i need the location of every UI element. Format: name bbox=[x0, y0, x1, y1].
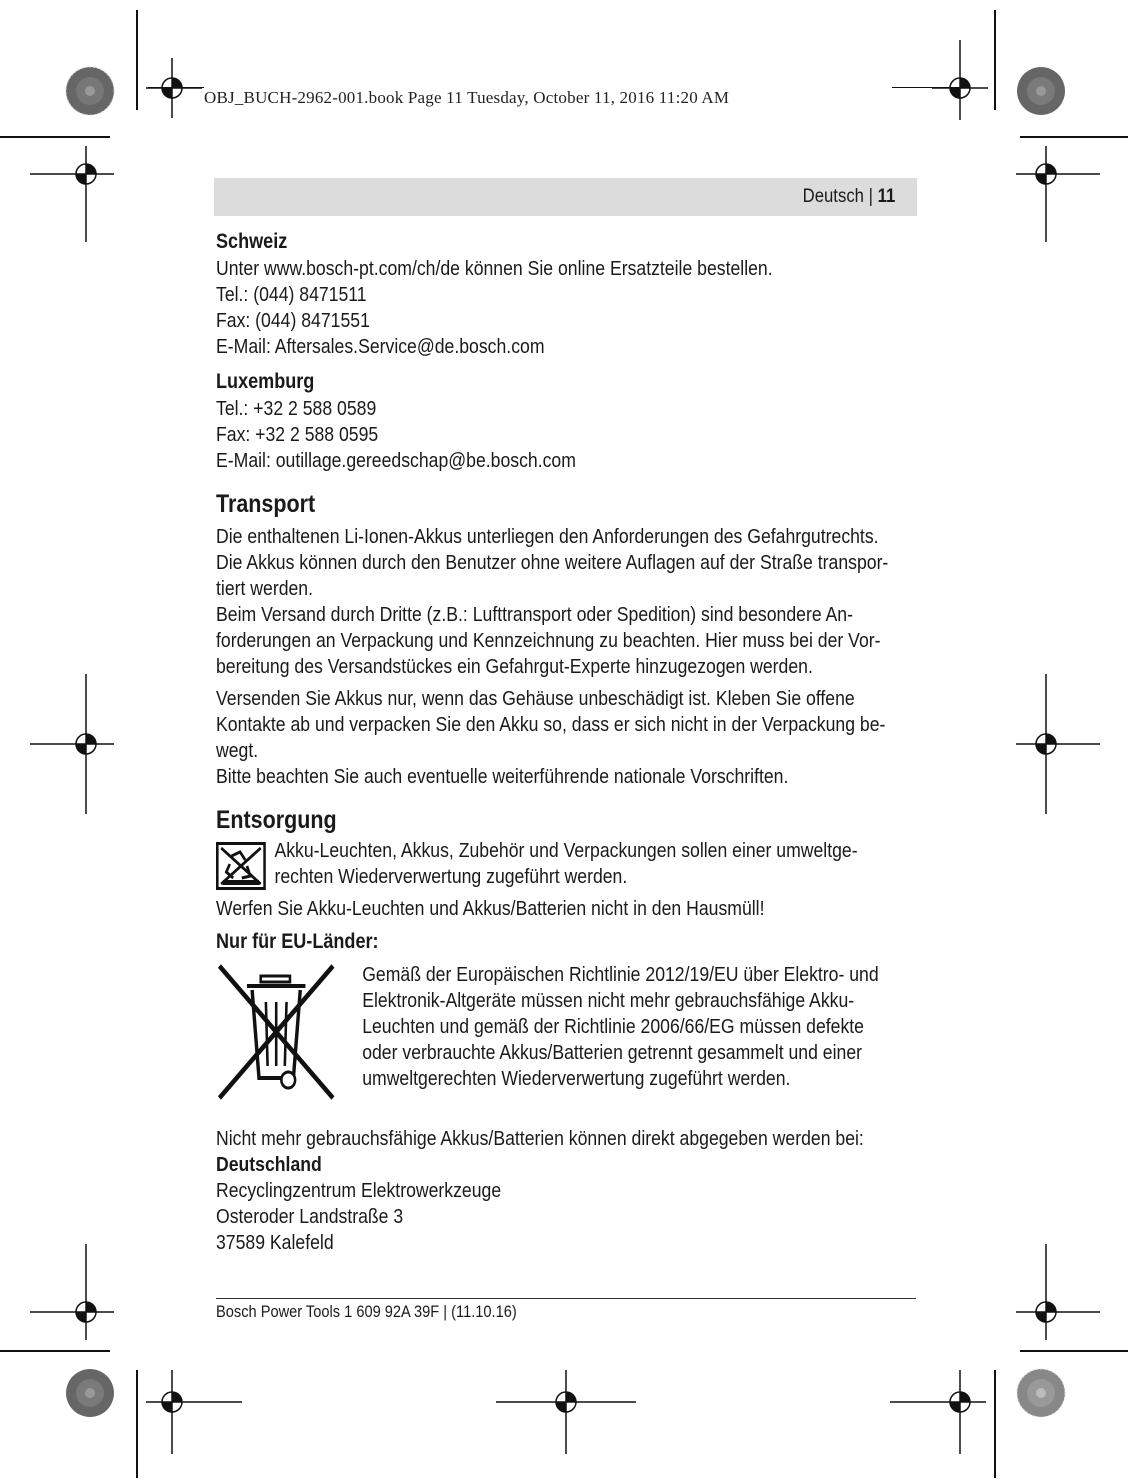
heading-luxemburg: Luxemburg bbox=[216, 370, 315, 393]
address-line: Recyclingzentrum Elektrowerkzeuge bbox=[216, 1179, 502, 1202]
registration-mark-icon bbox=[30, 674, 114, 814]
trim-line bbox=[0, 136, 110, 138]
slug-line: OBJ_BUCH-2962-001.book Page 11 Tuesday, October 11, 2016 11:20 AM bbox=[204, 88, 730, 107]
text-line: bereitung des Versandstückes ein Gefahrgut-Experte hinzugezogen werden. bbox=[216, 655, 813, 678]
header-language: Deutsch bbox=[802, 186, 864, 207]
registration-mark-icon bbox=[496, 1370, 636, 1454]
recycling-note bbox=[216, 838, 858, 892]
text-line: rechten Wiederverwertung zugeführt werden. bbox=[274, 865, 628, 888]
text-line: forderungen an Verpackung und Kennzeichnung zu beachten. Hier muss bei der Vor- bbox=[216, 629, 881, 652]
text-line: Gemäß der Europäischen Richtlinie 2012/19/EU über Elektro- und bbox=[362, 963, 879, 986]
heading-schweiz: Schweiz bbox=[216, 230, 288, 253]
text-line: Unter www.bosch-pt.com/ch/de können Sie online Ersatzteile bestellen. bbox=[216, 257, 773, 280]
trim-line bbox=[1020, 136, 1128, 138]
page-footer: Bosch Power Tools 1 609 92A 39F | (11.10.16) bbox=[216, 1302, 517, 1321]
text-line: E-Mail: Aftersales.Service@de.bosch.com bbox=[216, 335, 545, 358]
registration-mark-icon bbox=[146, 58, 202, 118]
heading-eu: Nur für EU-Länder: bbox=[216, 930, 379, 953]
text-line: Werfen Sie Akku-Leuchten und Akkus/Batterien nicht in den Hausmüll! bbox=[216, 897, 765, 920]
registration-mark-icon bbox=[1016, 674, 1100, 814]
running-header bbox=[214, 178, 917, 216]
page-content bbox=[216, 228, 916, 1256]
country-heading: Deutschland bbox=[216, 1153, 322, 1176]
color-target-icon bbox=[65, 66, 115, 116]
text-line: Fax: (044) 8471551 bbox=[216, 309, 370, 332]
trim-line bbox=[136, 1370, 138, 1478]
heading-transport: Transport bbox=[216, 490, 316, 518]
header-separator: | bbox=[863, 186, 878, 207]
color-target-icon bbox=[1016, 1368, 1066, 1418]
trim-line bbox=[1020, 1350, 1128, 1352]
section-schweiz bbox=[216, 228, 818, 360]
address-line: Osteroder Landstraße 3 bbox=[216, 1205, 404, 1228]
text-line: Die enthaltenen Li-Ionen-Akkus unterliegen den Anforderungen des Gefahrgutrechts. bbox=[216, 525, 879, 548]
section-luxemburg bbox=[216, 368, 818, 474]
registration-mark-icon bbox=[890, 1370, 986, 1454]
text-line: wegt. bbox=[216, 739, 259, 762]
registration-mark-icon bbox=[30, 146, 114, 242]
text-line: oder verbrauchte Akkus/Batterien getrennt gesammelt und einer bbox=[362, 1041, 863, 1064]
recycling-symbol-icon bbox=[216, 842, 266, 890]
color-target-icon bbox=[1016, 66, 1066, 116]
text-line: Versenden Sie Akkus nur, wenn das Gehäuse unbeschädigt ist. Kleben Sie offene bbox=[216, 687, 855, 710]
trim-line bbox=[0, 1350, 110, 1352]
text-line: Akku-Leuchten, Akkus, Zubehör und Verpackungen sollen einer umweltge- bbox=[274, 839, 858, 862]
registration-mark-icon bbox=[1016, 1244, 1100, 1340]
text-line: Kontakte ab und verpacken Sie den Akku so, dass er sich nicht in der Verpackung be- bbox=[216, 713, 886, 736]
trim-line bbox=[994, 10, 996, 110]
text-line: Leuchten und gemäß der Richtlinie 2006/66/EG müssen defekte bbox=[362, 1015, 864, 1038]
text-line: Die Akkus können durch den Benutzer ohne weitere Auflagen auf der Straße transpor- bbox=[216, 551, 889, 574]
eu-directive-note bbox=[216, 962, 879, 1112]
address-line: 37589 Kalefeld bbox=[216, 1231, 334, 1254]
page-number: 11 bbox=[877, 186, 895, 207]
text-line: Bitte beachten Sie auch eventuelle weiterführende nationale Vorschriften. bbox=[216, 765, 789, 788]
text-line: Tel.: +32 2 588 0589 bbox=[216, 397, 377, 420]
text-line: E-Mail: outillage.gereedschap@be.bosch.com bbox=[216, 449, 576, 472]
text-line: Nicht mehr gebrauchsfähige Akkus/Batterien können direkt abgegeben werden bei: bbox=[216, 1127, 864, 1150]
color-target-icon bbox=[65, 1368, 115, 1418]
registration-mark-icon bbox=[932, 40, 988, 120]
text-line: Tel.: (044) 8471511 bbox=[216, 283, 367, 306]
registration-mark-icon bbox=[30, 1244, 114, 1340]
registration-mark-icon bbox=[1016, 146, 1100, 242]
section-entsorgung bbox=[216, 804, 879, 1256]
trim-line bbox=[136, 10, 138, 110]
registration-mark-icon bbox=[146, 1370, 242, 1454]
crossed-out-bin-icon bbox=[216, 962, 336, 1102]
text-line: umweltgerechten Wiederverwertung zugeführt werden. bbox=[362, 1067, 791, 1090]
text-line: Elektronik-Altgeräte müssen nicht mehr gebrauchsfähige Akku- bbox=[362, 989, 855, 1012]
section-transport bbox=[216, 488, 889, 790]
footer-rule bbox=[216, 1298, 916, 1299]
text-line: Beim Versand durch Dritte (z.B.: Lufttransport oder Spedition) sind besondere An- bbox=[216, 603, 853, 626]
text-line: Fax: +32 2 588 0595 bbox=[216, 423, 379, 446]
text-line: tiert werden. bbox=[216, 577, 314, 600]
trim-line bbox=[994, 1370, 996, 1478]
heading-entsorgung: Entsorgung bbox=[216, 806, 337, 834]
header-text bbox=[802, 186, 895, 208]
